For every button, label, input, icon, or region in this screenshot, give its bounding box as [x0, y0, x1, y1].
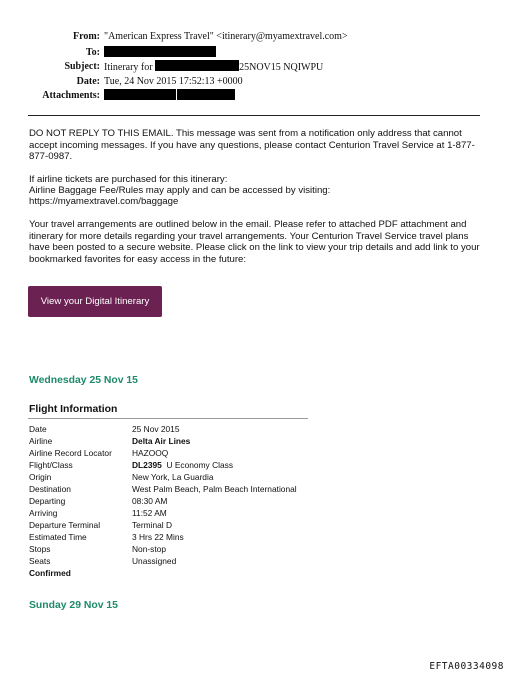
to-redaction — [104, 46, 216, 61]
flight-number: DL2395 — [132, 460, 162, 470]
row-value — [132, 459, 233, 471]
header-divider — [28, 115, 480, 116]
document-id: EFTA00334098 — [429, 661, 504, 672]
baggage-line-2: Airline Baggage Fee/Rules may apply and can be accessed by visiting: — [29, 185, 331, 196]
row-value: 25 Nov 2015 — [132, 424, 180, 434]
row-value: Delta Air Lines — [132, 436, 191, 446]
row-value: 11:52 AM — [132, 508, 167, 518]
flight-info-heading: Flight Information — [29, 404, 118, 415]
confirmed-label: Confirmed — [29, 568, 71, 578]
to-label: To: — [85, 47, 100, 58]
baggage-line-1: If airline tickets are purchased for this itinerary: — [29, 174, 228, 185]
baggage-link[interactable]: https://myamextravel.com/baggage — [29, 196, 179, 207]
subject-suffix: 25NOV15 NQIWPU — [239, 62, 324, 73]
row-label: Date — [29, 424, 47, 434]
date-value: Tue, 24 Nov 2015 17:52:13 +0000 — [104, 76, 243, 87]
subject-label: Subject: — [64, 61, 100, 72]
row-value: 08:30 AM — [132, 496, 168, 506]
day-heading-2: Sunday 29 Nov 15 — [29, 600, 118, 611]
row-label: Stops — [29, 544, 51, 554]
row-label: Departure Terminal — [29, 520, 101, 530]
row-label: Destination — [29, 484, 71, 494]
flight-info-divider — [28, 418, 308, 419]
arrangements-paragraph: Your travel arrangements are outlined below in the email. Please refer to attached PDF attachment and itinerary for more details regarding your travel arrangements. Your Centurion Travel Service travel plans have been posted to a secure website. Please click on the link to view your trip details and add link to your bookmarked favorites for easy access in the future: — [29, 219, 480, 265]
row-value: Unassigned — [132, 556, 177, 566]
row-label: Flight/Class — [29, 460, 73, 470]
from-label: From: — [72, 31, 100, 42]
day-heading-1: Wednesday 25 Nov 15 — [29, 375, 138, 386]
row-value: Non-stop — [132, 544, 166, 554]
date-label: Date: — [76, 76, 100, 87]
row-label: Origin — [29, 472, 52, 482]
subject-redaction — [155, 60, 239, 71]
row-value: New York, La Guardia — [132, 472, 214, 482]
row-value: West Palm Beach, Palm Beach International — [132, 484, 297, 494]
row-value: 3 Hrs 22 Mins — [132, 532, 184, 542]
row-label: Airline — [29, 436, 53, 446]
subject-prefix: Itinerary for — [104, 62, 153, 73]
row-value: Terminal D — [132, 520, 173, 530]
attachments-redaction — [104, 89, 235, 104]
subject-value — [104, 60, 323, 75]
view-itinerary-button[interactable]: View your Digital Itinerary — [28, 286, 162, 317]
row-label: Departing — [29, 496, 66, 506]
row-label: Estimated Time — [29, 532, 87, 542]
flight-class: U Economy Class — [166, 460, 234, 470]
attachments-label: Attachments: — [42, 90, 100, 101]
noreply-notice: DO NOT REPLY TO THIS EMAIL. This message was sent from a notification only address that cannot accept incoming messages. If you have any questions, please contact Centurion Travel Service at 1-877-877-0987. — [29, 128, 475, 163]
row-label: Airline Record Locator — [29, 448, 112, 458]
row-label: Seats — [29, 556, 51, 566]
from-value: "American Express Travel" <itinerary@myamextravel.com> — [104, 31, 348, 42]
row-label: Arriving — [29, 508, 58, 518]
row-value: HAZOOQ — [132, 448, 169, 458]
